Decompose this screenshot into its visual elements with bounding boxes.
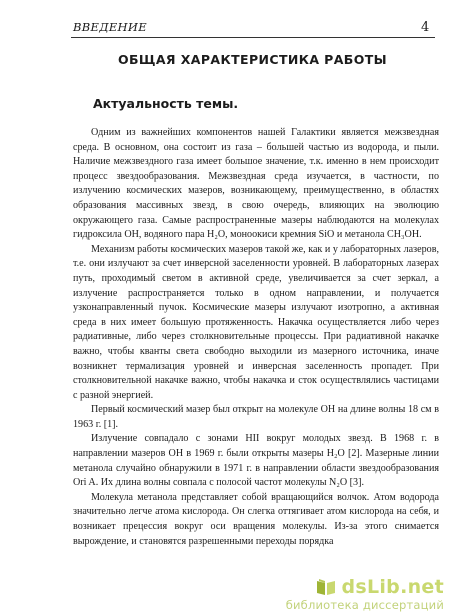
header-rule — [71, 37, 435, 38]
page-number: 4 — [421, 20, 430, 35]
book-icon — [315, 577, 337, 597]
paragraph: Первый космический мазер был открыт на молекуле OH на длине волны 18 см в 1963 г. [1]. — [73, 404, 439, 430]
watermark-logo — [286, 576, 444, 598]
body-text — [73, 126, 439, 549]
chapter-title: ОБЩАЯ ХАРАКТЕРИСТИКА РАБОТЫ — [117, 52, 388, 67]
watermark-subtitle: библиотека диссертаций — [285, 598, 444, 612]
paragraph: Молекула метанола представляет собой вращающийся волчок. Атом водорода значительно легче атома кислорода. Он слегка оттягивает атом кислорода на себя, и возникает прецессия вокруг оси вращения молекулы. Из-за этого снимается вырождение, и становятся разрешенными переходы порядка — [73, 491, 439, 547]
paragraph: Излучение совпадало с зонами HII вокруг молодых звезд. В 1968 г. в направлении мазеров OH в 1969 г. были открыты мазеры H₂O [2]. Мазерные линии метанола случайно обнаружили в 1971 г. в направлении области звездообразования Ori A. Их длина волны совпала с полосой частот молекулы N₂O [3]. — [73, 433, 439, 489]
paragraph: Одним из важнейших компонентов нашей Галактики является межзвездная среда. В основном, она состоит из газа – большей частью из водорода, и пыли. Наличие межзвездного газа имеет большое значение, т.к. именно в нем происходит процесс звездообразования. Межзвездная среда изучается, в частности, по излучению космических мазеров, возникающему, преимущественно, в областях образования массивных звезд, в свою очередь, влияющих на эволюцию окружающего газа. Самые распространенные мазеры наблюдаются на молекулах гидроксила OH, водяного пара H₂O, моноокиси кремния SiO и метанола CH₃OH. — [73, 127, 439, 241]
section-title: Актуальность темы. — [93, 96, 239, 111]
paragraph: Механизм работы космических мазеров такой же, как и у лабораторных лазеров, т.е. они излучают за счет инверсной заселенности уровней. В лабораторных лазерах путь, проходимый светом в активной среде, увеличивается за счет зеркал, а излучение распространяется только в одном направлении, и получается узконаправленный пучок. Космические мазеры излучают изотропно, а активная среда в них имеет большую протяженность. Накачка осуществляется либо через радиативные, либо через столкновительные процессы. При радиативной накачке важно, чтобы кванты света свободно выходили из мазерного источника, иначе возникнет термализация уровней и инверсная заселенность пропадет. При столкновительной накачке важно, чтобы накачка и сток осуществлялись частицами с разной энергией. — [73, 243, 439, 401]
watermark[interactable] — [286, 576, 444, 612]
watermark-title: dsLib.net — [341, 576, 444, 598]
running-title: ВВЕДЕНИЕ — [73, 20, 147, 34]
